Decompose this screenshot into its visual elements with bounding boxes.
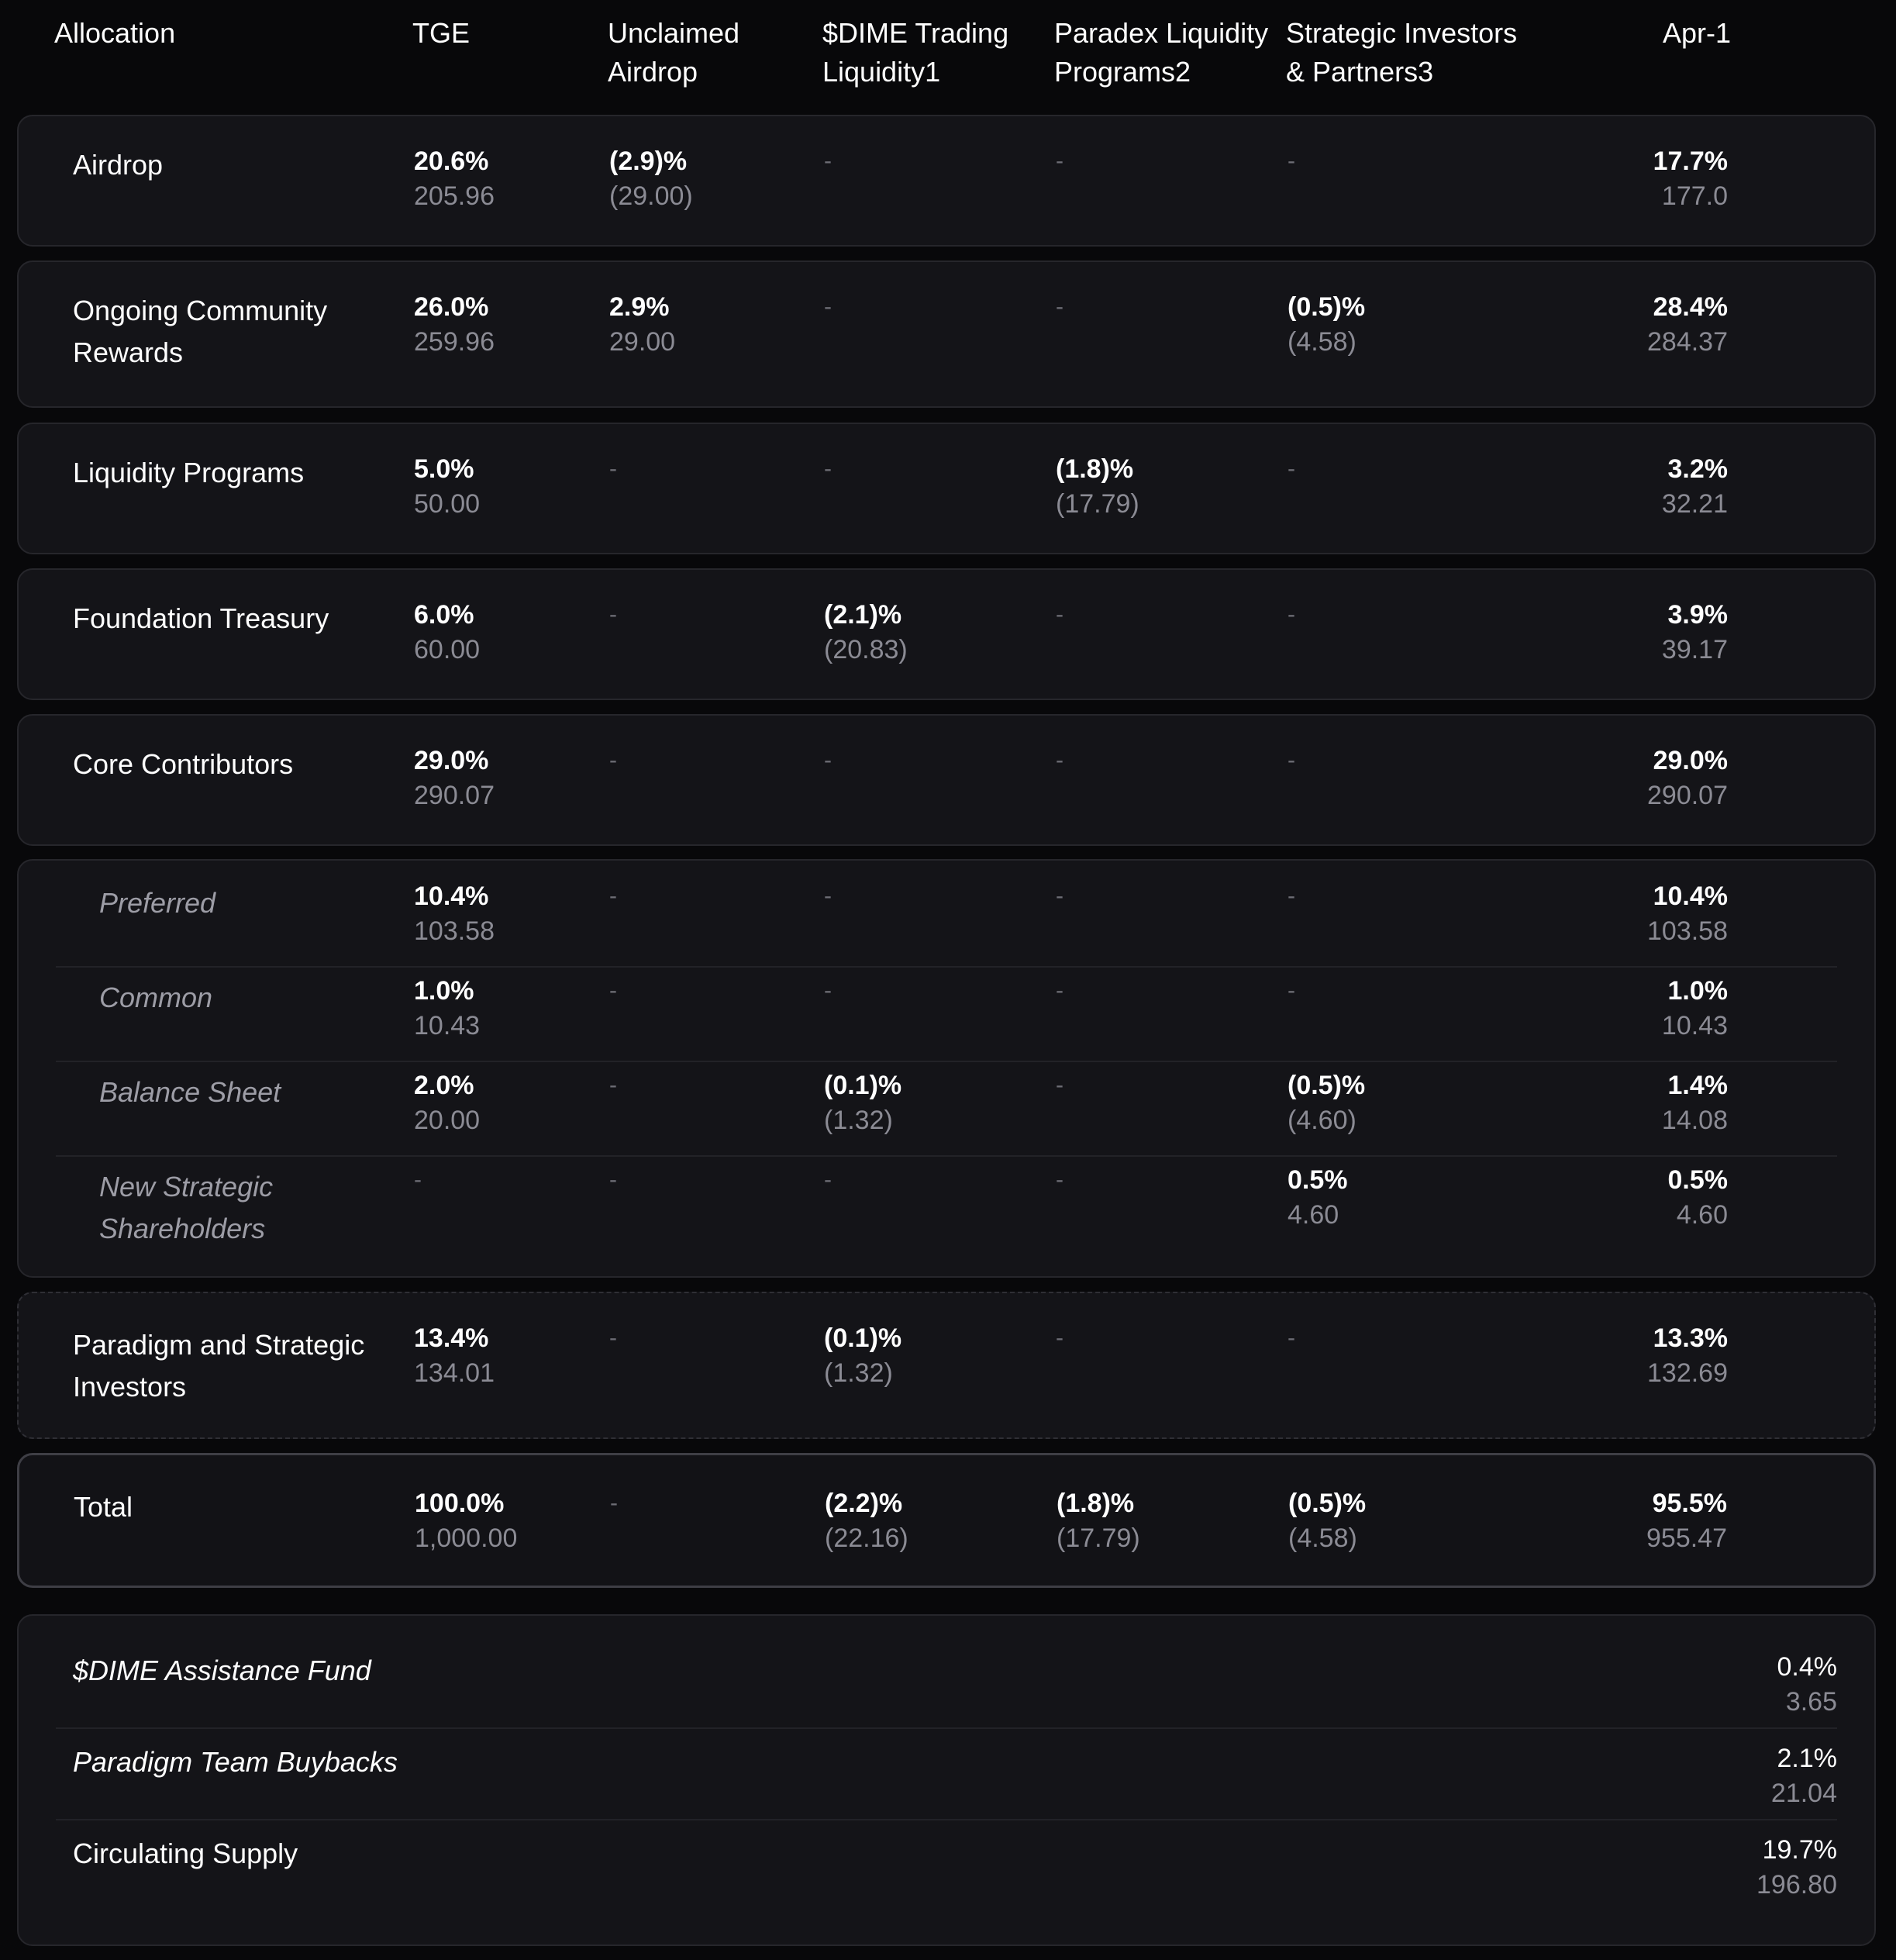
breakdown-row-common [19, 974, 1874, 1067]
value-cell-apr [1647, 1321, 1728, 1391]
core-contributors-breakdown [17, 859, 1876, 1278]
percent-value: 2.9% [609, 292, 670, 322]
amount-value: 955.47 [1646, 1523, 1727, 1553]
percent-value: 10.4% [414, 882, 489, 911]
value-cell-dime [824, 598, 908, 668]
percent-value: 13.4% [414, 1323, 489, 1353]
amount-value: 50.00 [414, 489, 481, 519]
allocation-row-paradigm-and-strategic-investors [17, 1292, 1876, 1439]
empty-dash-dime: - [824, 978, 832, 1003]
empty-dash-paradex: - [1056, 294, 1063, 319]
value-cell-paradex [1056, 452, 1139, 522]
empty-dash-unclaimed: - [609, 883, 617, 909]
allocation-row-airdrop [17, 115, 1876, 247]
amount-value: 10.43 [414, 1011, 481, 1040]
percent-value: (0.5)% [1288, 292, 1366, 322]
row-divider [56, 1155, 1837, 1157]
row-label: Common [99, 982, 213, 1013]
row-divider [56, 1061, 1837, 1062]
header-paradex-liquidity-programs: Paradex Liquidity Programs2 [1054, 17, 1269, 88]
amount-value: 290.07 [414, 781, 495, 810]
amount-value: 21.04 [1770, 1779, 1837, 1808]
amount-value: 39.17 [1661, 635, 1728, 664]
empty-dash-strategic: - [1288, 978, 1295, 1003]
amount-value: (29.00) [609, 181, 693, 211]
empty-dash-unclaimed: - [609, 1167, 617, 1192]
value-cell-tge [414, 974, 480, 1044]
value-cell-tge [414, 598, 480, 668]
amount-value: 103.58 [414, 916, 495, 946]
empty-dash-strategic: - [1288, 602, 1295, 627]
percent-value: 3.9% [1667, 600, 1728, 630]
empty-dash-paradex: - [1056, 747, 1063, 773]
value-cell-apr [1646, 1486, 1727, 1556]
empty-dash-strategic: - [1288, 1325, 1295, 1351]
value-cell-unclaimed [609, 290, 675, 360]
value-cell-tge [414, 879, 495, 949]
value-cell-apr [1662, 452, 1728, 522]
value-cell-paradex [1057, 1486, 1140, 1556]
value-cell-apr [1647, 879, 1728, 949]
percent-value: 1.4% [1667, 1071, 1728, 1100]
row-divider [56, 1819, 1837, 1820]
amount-value: 134.01 [414, 1358, 495, 1388]
header-apr-1: Apr-1 [1662, 17, 1731, 49]
allocation-row-total [17, 1453, 1876, 1588]
header-dime-trading-liquidity: $DIME Trading Liquidity1 [822, 17, 1009, 88]
empty-dash-paradex: - [1056, 978, 1063, 1003]
value-cell-strategic [1288, 1068, 1365, 1138]
empty-dash-strategic: - [1288, 747, 1295, 773]
row-label: Balance Sheet [99, 1076, 281, 1108]
row-divider [56, 966, 1837, 968]
breakdown-row-new-strategic-shareholders [19, 1163, 1874, 1256]
amount-value: (1.32) [824, 1358, 893, 1388]
row-label: Foundation Treasury [73, 602, 329, 634]
value-cell-dime [824, 1068, 901, 1138]
allocation-row-ongoing-community-rewards [17, 261, 1876, 408]
empty-dash-paradex: - [1056, 1072, 1063, 1098]
row-label: Liquidity Programs [73, 457, 305, 488]
summary-value [1756, 1833, 1837, 1903]
value-cell-strategic [1288, 290, 1365, 360]
value-cell-tge [414, 290, 495, 360]
amount-value: (4.58) [1288, 327, 1357, 357]
empty-dash-unclaimed: - [609, 1072, 617, 1098]
row-label: Preferred [99, 887, 216, 919]
value-cell-tge [414, 144, 495, 214]
amount-value: 32.21 [1661, 489, 1728, 519]
empty-dash-paradex: - [1056, 1325, 1063, 1351]
amount-value: 259.96 [414, 327, 495, 357]
breakdown-row-preferred [19, 879, 1874, 972]
empty-dash-dime: - [824, 883, 832, 909]
amount-value: 60.00 [414, 635, 481, 664]
percent-value: 17.7% [1653, 147, 1728, 176]
percent-value: 5.0% [414, 454, 474, 484]
percent-value: (1.8)% [1056, 454, 1134, 484]
breakdown-row-balance-sheet [19, 1068, 1874, 1161]
percent-value: 29.0% [1653, 746, 1728, 775]
percent-value: 10.4% [1653, 882, 1728, 911]
percent-value: (0.5)% [1288, 1071, 1366, 1100]
amount-value: 205.96 [414, 181, 495, 211]
empty-dash-paradex: - [1056, 148, 1063, 174]
amount-value: 3.65 [1785, 1687, 1837, 1717]
amount-value: 1,000.00 [415, 1523, 518, 1553]
amount-value: (17.79) [1057, 1523, 1140, 1553]
row-divider [56, 1727, 1837, 1729]
percent-value: 26.0% [414, 292, 489, 322]
amount-value: 14.08 [1661, 1106, 1728, 1135]
allocation-row-core-contributors [17, 714, 1876, 846]
percent-value: 0.5% [1288, 1165, 1348, 1195]
empty-dash-dime: - [824, 1167, 832, 1192]
value-cell-strategic [1288, 1486, 1366, 1556]
row-label: Total [74, 1491, 133, 1523]
value-cell-apr [1662, 974, 1728, 1044]
amount-value: (4.58) [1288, 1523, 1357, 1553]
supply-summary [17, 1614, 1876, 1946]
percent-value: 95.5% [1652, 1489, 1727, 1518]
percent-value: 2.1% [1777, 1744, 1837, 1773]
empty-dash-tge: - [414, 1167, 422, 1192]
value-cell-tge [414, 452, 480, 522]
percent-value: 19.7% [1762, 1835, 1837, 1865]
value-cell-tge [414, 1321, 495, 1391]
amount-value: 29.00 [609, 327, 676, 357]
value-cell-apr [1647, 290, 1728, 360]
empty-dash-paradex: - [1056, 602, 1063, 627]
amount-value: 4.60 [1288, 1200, 1339, 1230]
empty-dash-paradex: - [1056, 1167, 1063, 1192]
percent-value: 0.5% [1667, 1165, 1728, 1195]
allocation-row-foundation-treasury [17, 568, 1876, 700]
header-tge: TGE [412, 17, 471, 49]
amount-value: 196.80 [1756, 1870, 1837, 1900]
percent-value: (2.9)% [609, 147, 688, 176]
empty-dash-dime: - [824, 294, 832, 319]
empty-dash-unclaimed: - [609, 602, 617, 627]
summary-label-circulating-supply: Circulating Supply [73, 1838, 298, 1869]
empty-dash-paradex: - [1056, 883, 1063, 909]
empty-dash-dime: - [824, 747, 832, 773]
row-label: Core Contributors [73, 748, 294, 780]
percent-value: 100.0% [415, 1489, 505, 1518]
amount-value: 103.58 [1647, 916, 1728, 946]
percent-value: 3.2% [1667, 454, 1728, 484]
percent-value: 20.6% [414, 147, 489, 176]
summary-value [1777, 1650, 1838, 1720]
percent-value: (2.1)% [824, 600, 902, 630]
allocation-row-liquidity-programs [17, 423, 1876, 554]
empty-dash-unclaimed: - [609, 456, 617, 481]
percent-value: (2.2)% [825, 1489, 903, 1518]
percent-value: (1.8)% [1057, 1489, 1135, 1518]
percent-value: 0.4% [1777, 1652, 1837, 1682]
amount-value: (22.16) [825, 1523, 908, 1553]
row-label: New Strategic Shareholders [99, 1171, 274, 1244]
empty-dash-unclaimed: - [609, 978, 617, 1003]
value-cell-tge [414, 1068, 480, 1138]
value-cell-dime [825, 1486, 908, 1556]
empty-dash-strategic: - [1288, 456, 1295, 481]
amount-value: 4.60 [1676, 1200, 1728, 1230]
percent-value: 29.0% [414, 746, 489, 775]
amount-value: 284.37 [1647, 327, 1728, 357]
percent-value: (0.1)% [824, 1071, 902, 1100]
empty-dash-dime: - [824, 456, 832, 481]
empty-dash-strategic: - [1288, 883, 1295, 909]
amount-value: (20.83) [824, 635, 908, 664]
percent-value: 28.4% [1653, 292, 1728, 322]
empty-dash-unclaimed: - [609, 1325, 617, 1351]
header-allocation: Allocation [54, 17, 176, 49]
amount-value: (17.79) [1056, 489, 1139, 519]
value-cell-apr [1668, 1163, 1729, 1233]
amount-value: (4.60) [1288, 1106, 1357, 1135]
empty-dash-unclaimed: - [610, 1490, 618, 1516]
amount-value: 132.69 [1647, 1358, 1728, 1388]
percent-value: 1.0% [1667, 976, 1728, 1006]
value-cell-tge [415, 1486, 517, 1556]
amount-value: 177.0 [1661, 181, 1728, 211]
amount-value: 10.43 [1661, 1011, 1728, 1040]
amount-value: (1.32) [824, 1106, 893, 1135]
percent-value: 6.0% [414, 600, 474, 630]
value-cell-unclaimed [609, 144, 693, 214]
percent-value: 13.3% [1653, 1323, 1728, 1353]
amount-value: 20.00 [414, 1106, 481, 1135]
summary-value [1771, 1741, 1837, 1811]
value-cell-tge [414, 744, 495, 813]
value-cell-dime [824, 1321, 901, 1391]
percent-value: 1.0% [414, 976, 474, 1006]
percent-value: (0.5)% [1288, 1489, 1367, 1518]
value-cell-apr [1662, 1068, 1728, 1138]
row-label: Paradigm and Strategic Investors [73, 1329, 365, 1403]
row-label: Ongoing Community Rewards [73, 295, 328, 368]
row-label: Airdrop [73, 149, 164, 181]
header-strategic-investors: Strategic Investors & Partners3 [1286, 17, 1518, 88]
value-cell-apr [1647, 744, 1728, 813]
percent-value: (0.1)% [824, 1323, 902, 1353]
value-cell-apr [1653, 144, 1728, 214]
amount-value: 290.07 [1647, 781, 1728, 810]
empty-dash-unclaimed: - [609, 747, 617, 773]
empty-dash-strategic: - [1288, 148, 1295, 174]
header-unclaimed-airdrop: Unclaimed Airdrop [608, 17, 740, 88]
percent-value: 2.0% [414, 1071, 474, 1100]
empty-dash-dime: - [824, 148, 832, 174]
summary-label-paradigm-team-buybacks: Paradigm Team Buybacks [73, 1746, 398, 1778]
summary-label--dime-assistance-fund: $DIME Assistance Fund [73, 1655, 371, 1686]
value-cell-apr [1662, 598, 1728, 668]
value-cell-strategic [1288, 1163, 1348, 1233]
